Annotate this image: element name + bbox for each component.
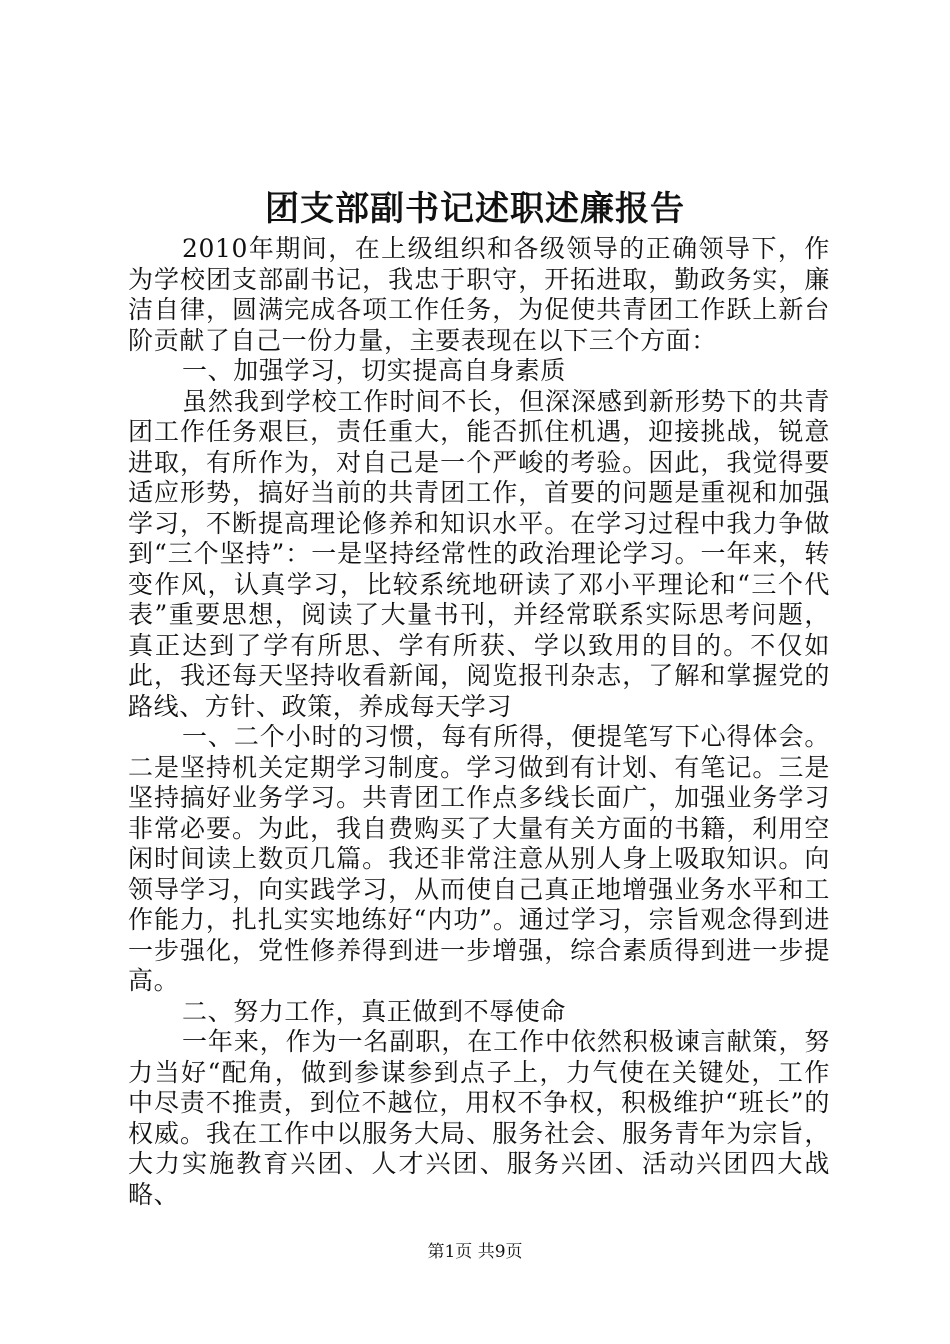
paragraph-study-continued: 一、二个小时的习惯，每有所得，便提笔写下心得体会。二是坚持机关定期学习制度。学习做到有计划、有笔记。三是坚持搞好业务学习。共青团工作点多线长面广，加强业务学习非常必要。为此，我自费购买了大量有关方面的书籍，利用空闲时间读上数页几篇。我还非常注意从别人身上吸取知识。向领导学习，向实践学习，从而使自己真正地增强业务水平和工作能力，扎扎实实地练好“内功”。通过学习，宗旨观念得到进一步强化，党性修养得到进一步增强，综合素质得到进一步提高。 xyxy=(128,722,830,995)
paragraph-work: 一年来，作为一名副职，在工作中依然积极谏言献策，努力当好“配角，做到参谋参到点子上，力气使在关键处，工作中尽责不推责，到位不越位，用权不争权，积极维护“班长”的权威。我在工作中以服务大局、服务社会、服务青年为宗旨，大力实施教育兴团、人才兴团、服务兴团、活动兴团四大战略、 xyxy=(128,1027,830,1209)
document-title: 团支部副书记述职述廉报告 xyxy=(265,189,685,229)
section-heading-2: 二、努力工作，真正做到不辱使命 xyxy=(182,996,567,1026)
paragraph-intro: 2010年期间，在上级组织和各级领导的正确领导下，作为学校团支部副书记，我忠于职守，开拓进取，勤政务实，廉洁自律，圆满完成各项工作任务，为促使共青团工作跃上新台阶贡献了自己一份力量，主要表现在以下三个方面： xyxy=(128,234,830,355)
paragraph-study: 虽然我到学校工作时间不长，但深深感到新形势下的共青团工作任务艰巨，责任重大，能否抓住机遇，迎接挑战，锐意进取，有所作为，对自己是一个严峻的考验。因此，我觉得要适应形势，搞好当前的共青团工作，首要的问题是重视和加强学习，不断提高理论修养和知识水平。在学习过程中我力争做到“三个坚持”：一是坚持经常性的政治理论学习。一年来，转变作风，认真学习，比较系统地研读了邓小平理论和“三个代表”重要思想，阅读了大量书刊，并经常联系实际思考问题，真正达到了学有所思、学有所获、学以致用的目的。不仅如此，我还每天坚持收看新闻，阅览报刊杂志，了解和掌握党的路线、方针、政策，养成每天学习 xyxy=(128,386,830,721)
document-body xyxy=(128,234,830,1210)
section-heading-1: 一、加强学习，切实提高自身素质 xyxy=(182,356,567,385)
page-footer: 第1页 共9页 xyxy=(427,1242,523,1262)
